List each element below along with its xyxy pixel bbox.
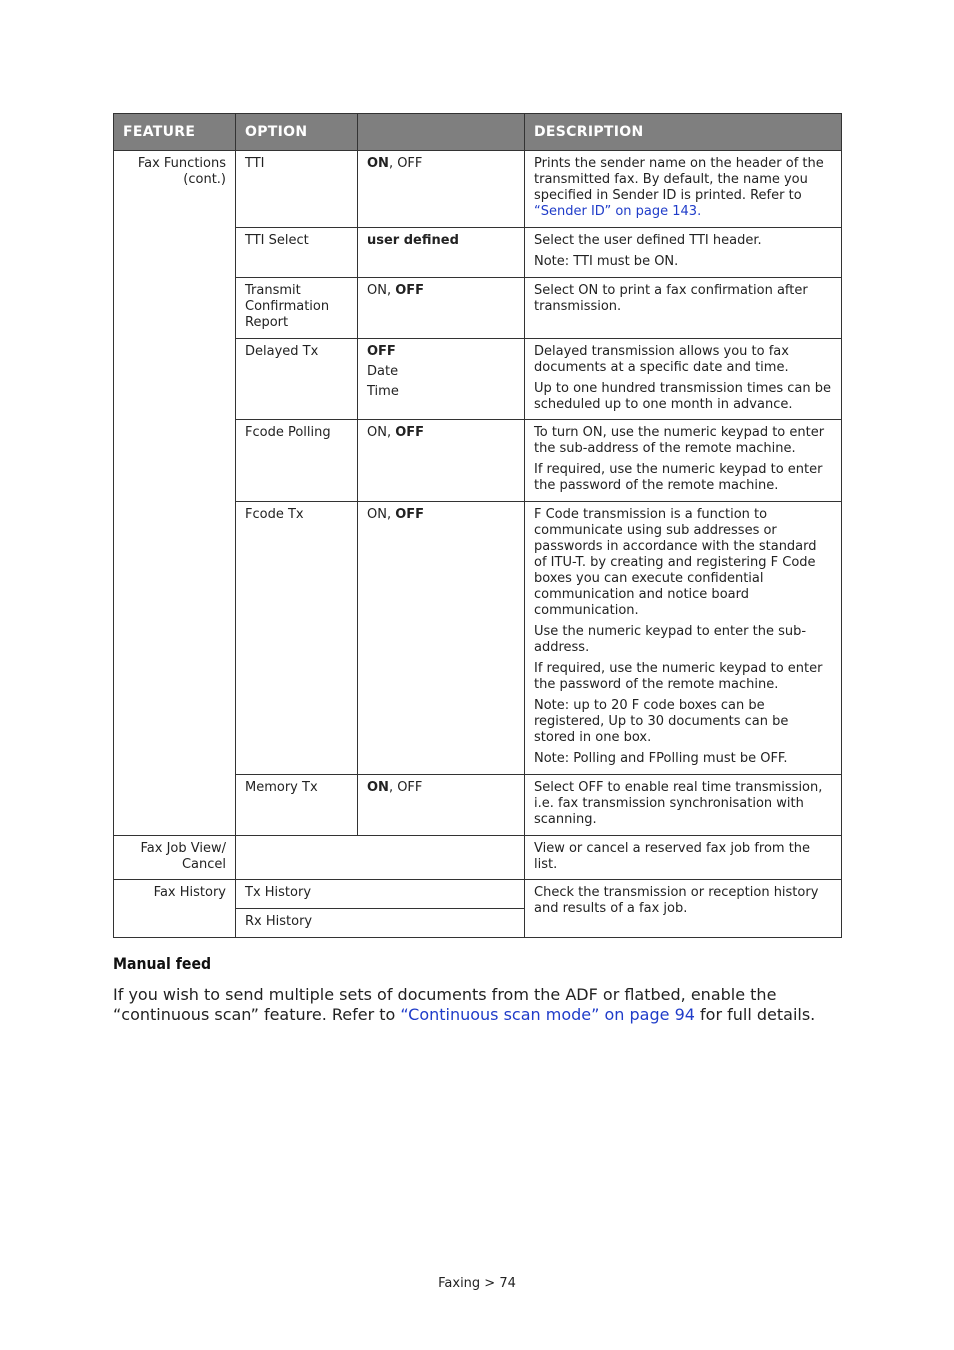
values-cell [358,228,525,278]
values-cell [358,775,525,836]
description-paragraph [534,233,832,249]
feature-cell: Fax History [114,880,236,938]
section-heading: Manual feed [113,954,212,973]
option-cell: Rx History [236,909,525,938]
option-cell: Fcode Tx [236,502,358,775]
description-text: Select OFF to enable real time transmission, i.e. fax transmission synchronisation with scanning. [534,780,823,827]
option-cell: Delayed Tx [236,339,358,420]
description-paragraph [534,462,832,494]
value-text: OFF [395,283,425,298]
description-paragraph [534,661,832,693]
description-cell [525,278,842,339]
values-cell [358,502,525,775]
description-paragraph [534,780,832,828]
page-footer: Faxing > 74 [438,1276,516,1291]
value-line: Time [367,384,399,399]
table-row [114,880,842,909]
description-text: If required, use the numeric keypad to enter the password of the remote machine. [534,462,823,493]
description-text: Note: Polling and FPolling must be OFF. [534,751,788,766]
description-text: Note: TTI must be ON. [534,254,679,269]
value-text: , OFF [388,780,423,795]
values-cell [358,151,525,228]
features-table [113,113,842,938]
option-cell: Tx History [236,880,525,909]
feature-cell [114,836,236,880]
description-text: To turn ON, use the numeric keypad to enter the sub-address of the remote machine. [534,425,825,456]
header-feature: FEATURE [114,114,236,151]
value-text: ON [367,156,389,171]
value-text: ON, [367,283,396,298]
value-text: , OFF [388,156,423,171]
description-cell [525,151,842,228]
feature-cell [114,151,236,836]
description-cell: View or cancel a reserved fax job from the list. [525,836,842,880]
description-text: If required, use the numeric keypad to enter the password of the remote machine. [534,661,823,692]
value-text: OFF [395,425,425,440]
description-paragraph [534,751,832,767]
value-line: Date [367,364,399,379]
description-paragraph [534,507,832,619]
feature-label: (cont.) [183,172,226,187]
feature-label: Fax Functions [137,156,226,171]
description-text: Select the user defined TTI header. [534,233,762,248]
description-text: Note: up to 20 F code boxes can be registered, Up to 30 documents can be stored in one box. [534,698,789,745]
value-text: ON [367,780,389,795]
feature-label: Cancel [181,857,226,872]
value-text: ON, [367,507,396,522]
header-values [358,114,525,151]
section-paragraph [113,985,853,1024]
description-text: Up to one hundred transmission times can be scheduled up to one month in advance. [534,381,832,412]
header-description: DESCRIPTION [525,114,842,151]
table-header-row [114,114,842,151]
description-paragraph [534,698,832,746]
table-row [114,836,842,880]
values-cell [358,339,525,420]
option-cell: TTI [236,151,358,228]
value-text: OFF [395,507,425,522]
value-text: ON, [367,425,396,440]
link-punctuation: . [697,204,702,219]
option-cell: TTI Select [236,228,358,278]
option-cell: Fcode Polling [236,420,358,502]
paragraph-text-end: for full details. [694,1004,816,1024]
option-cell: Memory Tx [236,775,358,836]
description-cell [525,502,842,775]
table-row [114,151,842,228]
description-paragraph [534,283,832,315]
description-paragraph [534,381,832,413]
header-option: OPTION [236,114,358,151]
option-cell: Transmit Confirmation Report [236,278,358,339]
description-paragraph [534,254,832,270]
paragraph-text: If you wish to send multiple sets of documents from the ADF or flatbed, enable the “continuous scan” feature. Refer to [113,985,777,1024]
description-paragraph [534,624,832,656]
option-cell-empty [236,836,525,880]
values-cell [358,278,525,339]
description-cell: Check the transmission or reception history and results of a fax job. [525,880,842,938]
values-cell [358,420,525,502]
description-cell [525,228,842,278]
description-paragraph [534,425,832,457]
description-cell [525,339,842,420]
description-text: Prints the sender name on the header of the transmitted fax. By default, the name you specified in Sender ID is printed. Refer to [534,156,824,203]
value-text: user defined [367,233,459,248]
description-cell [525,775,842,836]
description-paragraph [534,344,832,376]
description-cell [525,420,842,502]
feature-label: Fax Job View/ [140,841,226,856]
continuous-scan-link[interactable]: “Continuous scan mode” on page 94 [400,1004,695,1024]
description-paragraph [534,156,832,220]
description-text: Delayed transmission allows you to fax documents at a specific date and time. [534,344,789,375]
description-text: F Code transmission is a function to communicate using sub addresses or passwords in accordance with the standard of ITU-T. by creating and registering F Code boxes you can execute confidential communication and notice board communication. [534,507,817,618]
value-line: OFF [367,344,396,359]
description-text: Use the numeric keypad to enter the sub-address. [534,624,807,655]
sender-id-link[interactable]: “Sender ID” on page 143 [534,204,698,219]
description-text: Select ON to print a fax confirmation after transmission. [534,283,808,314]
